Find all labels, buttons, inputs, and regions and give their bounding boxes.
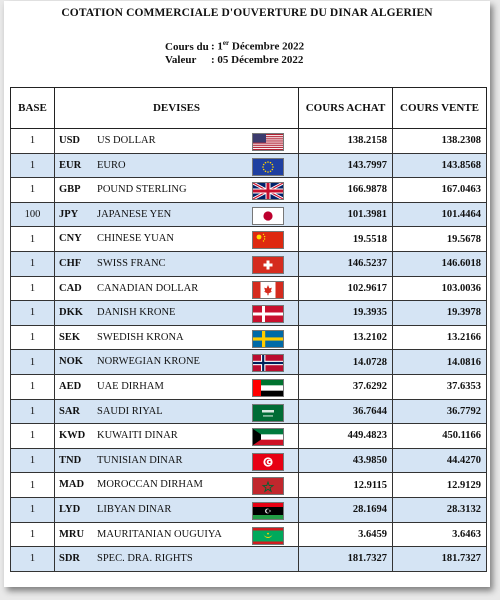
currency-cell bbox=[55, 350, 299, 375]
currency-cell-inner bbox=[59, 523, 298, 547]
table-row bbox=[11, 227, 487, 252]
norway-flag-icon bbox=[252, 354, 284, 372]
base-cell: 1 bbox=[11, 374, 55, 399]
table-row bbox=[11, 547, 487, 572]
currency-cell-inner bbox=[59, 400, 298, 424]
header-cours-vente: COURS VENTE bbox=[393, 88, 487, 129]
table-row bbox=[11, 276, 487, 301]
currency-cell bbox=[55, 399, 299, 424]
header-base: BASE bbox=[11, 88, 55, 129]
currency-cell-inner bbox=[59, 277, 298, 301]
currency-name: SWISS FRANC bbox=[97, 257, 166, 269]
china-flag-icon bbox=[252, 231, 284, 249]
canada-flag-icon bbox=[252, 281, 284, 299]
currency-cell-inner bbox=[59, 301, 298, 325]
table-header-row bbox=[11, 88, 487, 129]
document-sheet bbox=[4, 1, 490, 587]
table-row bbox=[11, 399, 487, 424]
cours-vente-cell: 28.3132 bbox=[393, 497, 487, 522]
table-row bbox=[11, 251, 487, 276]
currency-cell bbox=[55, 522, 299, 547]
currency-cell-inner bbox=[59, 178, 298, 202]
cours-vente-cell: 12.9129 bbox=[393, 473, 487, 498]
base-cell: 1 bbox=[11, 473, 55, 498]
cours-vente-cell: 19.5678 bbox=[393, 227, 487, 252]
cours-achat-cell: 19.5518 bbox=[299, 227, 393, 252]
cours-vente-cell: 36.7792 bbox=[393, 399, 487, 424]
currency-cell-inner bbox=[59, 473, 298, 497]
cours-vente-cell: 450.1166 bbox=[393, 424, 487, 449]
base-cell: 1 bbox=[11, 350, 55, 375]
switzerland-flag-icon bbox=[252, 256, 284, 274]
valeur-value: 05 Décembre 2022 bbox=[217, 53, 304, 66]
currency-cell-inner bbox=[59, 154, 298, 178]
currency-cell bbox=[55, 129, 299, 154]
cours-day: 1 bbox=[217, 40, 223, 53]
base-cell: 1 bbox=[11, 497, 55, 522]
currency-name: JAPANESE YEN bbox=[97, 208, 172, 220]
uae-flag-icon bbox=[252, 379, 284, 397]
cours-achat-cell: 138.2158 bbox=[299, 129, 393, 154]
currency-code: LYD bbox=[59, 503, 81, 515]
currency-name: UAE DIRHAM bbox=[97, 380, 164, 392]
currency-cell bbox=[55, 325, 299, 350]
base-cell: 1 bbox=[11, 153, 55, 178]
currency-code: JPY bbox=[59, 208, 79, 220]
table-row bbox=[11, 178, 487, 203]
cours-achat-cell: 43.9850 bbox=[299, 448, 393, 473]
cours-sup: er bbox=[222, 39, 230, 47]
currency-code: CNY bbox=[59, 233, 82, 245]
denmark-flag-icon bbox=[252, 305, 284, 323]
currency-cell-inner bbox=[59, 350, 298, 374]
currency-code: KWD bbox=[59, 430, 86, 442]
currency-code: GBP bbox=[59, 184, 81, 196]
base-cell: 1 bbox=[11, 448, 55, 473]
currency-cell-inner bbox=[59, 449, 298, 473]
currency-code: NOK bbox=[59, 356, 83, 368]
currency-name: EURO bbox=[97, 159, 126, 171]
valeur-line: Valeur : 05 Décembre 2022 bbox=[165, 53, 304, 66]
currency-cell-inner bbox=[59, 547, 298, 571]
cours-achat-cell: 166.9878 bbox=[299, 178, 393, 203]
cours-achat-cell: 28.1694 bbox=[299, 497, 393, 522]
table-row bbox=[11, 202, 487, 227]
base-cell: 1 bbox=[11, 522, 55, 547]
cours-achat-cell: 181.7327 bbox=[299, 547, 393, 572]
cours-vente-cell: 14.0816 bbox=[393, 350, 487, 375]
table-row bbox=[11, 325, 487, 350]
currency-name: MAURITANIAN OUGUIYA bbox=[97, 528, 222, 540]
cours-vente-cell: 37.6353 bbox=[393, 374, 487, 399]
japan-flag-icon bbox=[252, 207, 284, 225]
base-cell: 1 bbox=[11, 325, 55, 350]
currency-code: MRU bbox=[59, 528, 85, 540]
uk-flag-icon bbox=[252, 182, 284, 200]
cours-achat-cell: 14.0728 bbox=[299, 350, 393, 375]
date-block bbox=[165, 37, 304, 67]
cours-achat-cell: 19.3935 bbox=[299, 301, 393, 326]
currency-code: EUR bbox=[59, 159, 82, 171]
cours-achat-cell: 102.9617 bbox=[299, 276, 393, 301]
currency-code: SEK bbox=[59, 331, 81, 343]
cours-vente-cell: 44.4270 bbox=[393, 448, 487, 473]
currency-name: CHINESE YUAN bbox=[97, 233, 174, 245]
currency-cell bbox=[55, 251, 299, 276]
valeur-label: Valeur bbox=[165, 53, 197, 66]
currency-cell bbox=[55, 497, 299, 522]
header-cours-achat: COURS ACHAT bbox=[299, 88, 393, 129]
currency-cell bbox=[55, 153, 299, 178]
currency-cell bbox=[55, 178, 299, 203]
currency-cell-inner bbox=[59, 375, 298, 399]
cours-vente-cell: 143.8568 bbox=[393, 153, 487, 178]
cours-vente-cell: 101.4464 bbox=[393, 202, 487, 227]
base-cell: 1 bbox=[11, 276, 55, 301]
table-row bbox=[11, 448, 487, 473]
mauritania-flag-icon bbox=[252, 527, 284, 545]
cours-vente-cell: 167.0463 bbox=[393, 178, 487, 203]
currency-cell bbox=[55, 473, 299, 498]
base-cell: 1 bbox=[11, 547, 55, 572]
cours-achat-cell: 12.9115 bbox=[299, 473, 393, 498]
base-cell: 1 bbox=[11, 424, 55, 449]
base-cell: 1 bbox=[11, 301, 55, 326]
currency-code: TND bbox=[59, 454, 82, 466]
currency-code: MAD bbox=[59, 479, 85, 491]
currency-cell bbox=[55, 448, 299, 473]
cours-line: Cours du : 1er Décembre 2022 bbox=[165, 39, 305, 53]
cours-vente-cell: 19.3978 bbox=[393, 301, 487, 326]
currency-cell bbox=[55, 227, 299, 252]
table-row bbox=[11, 497, 487, 522]
currency-code: SDR bbox=[59, 553, 81, 565]
currency-name: US DOLLAR bbox=[97, 135, 156, 146]
currency-code: AED bbox=[59, 380, 82, 392]
cours-achat-cell: 36.7644 bbox=[299, 399, 393, 424]
cours-achat-cell: 13.2102 bbox=[299, 325, 393, 350]
currency-name: TUNISIAN DINAR bbox=[97, 454, 183, 466]
table-row bbox=[11, 129, 487, 154]
cours-vente-cell: 146.6018 bbox=[393, 251, 487, 276]
base-cell: 1 bbox=[11, 251, 55, 276]
currency-name: SAUDI RIYAL bbox=[97, 405, 163, 417]
currency-name: SPEC. DRA. RIGHTS bbox=[97, 553, 193, 565]
base-cell: 1 bbox=[11, 227, 55, 252]
cours-achat-cell: 101.3981 bbox=[299, 202, 393, 227]
base-cell: 1 bbox=[11, 129, 55, 154]
table-row bbox=[11, 473, 487, 498]
cours-vente-cell: 13.2166 bbox=[393, 325, 487, 350]
cours-achat-cell: 449.4823 bbox=[299, 424, 393, 449]
currency-cell-inner bbox=[59, 326, 298, 350]
currency-cell bbox=[55, 276, 299, 301]
libya-flag-icon bbox=[252, 502, 284, 520]
saudi-flag-icon bbox=[252, 404, 284, 422]
currency-code: CHF bbox=[59, 257, 82, 269]
currency-cell-inner bbox=[59, 227, 298, 251]
cours-date-rest: Décembre 2022 bbox=[231, 40, 305, 53]
currency-cell bbox=[55, 547, 299, 572]
cours-vente-cell: 181.7327 bbox=[393, 547, 487, 572]
currency-name: POUND STERLING bbox=[97, 184, 187, 196]
currency-cell-inner bbox=[59, 129, 298, 153]
base-cell: 100 bbox=[11, 202, 55, 227]
eu-flag-icon bbox=[252, 158, 284, 176]
document-title: COTATION COMMERCIALE D'OUVERTURE DU DINAR ALGERIEN bbox=[61, 7, 433, 19]
currency-name: NORWEGIAN KRONE bbox=[97, 356, 200, 368]
currency-cell bbox=[55, 301, 299, 326]
currency-name: CANADIAN DOLLAR bbox=[97, 282, 199, 294]
sweden-flag-icon bbox=[252, 330, 284, 348]
currency-cell-inner bbox=[59, 252, 298, 276]
currency-code: CAD bbox=[59, 282, 82, 294]
table-row bbox=[11, 153, 487, 178]
currency-cell-inner bbox=[59, 203, 298, 227]
currency-cell bbox=[55, 374, 299, 399]
header-devises: DEVISES bbox=[55, 88, 299, 129]
currency-name: MOROCCAN DIRHAM bbox=[97, 479, 203, 491]
table-row bbox=[11, 374, 487, 399]
table-row bbox=[11, 350, 487, 375]
table-row bbox=[11, 301, 487, 326]
currency-cell-inner bbox=[59, 498, 298, 522]
currency-cell bbox=[55, 202, 299, 227]
currency-name: KUWAITI DINAR bbox=[97, 430, 178, 442]
cours-vente-cell: 103.0036 bbox=[393, 276, 487, 301]
cours-achat-cell: 37.6292 bbox=[299, 374, 393, 399]
cours-achat-cell: 143.7997 bbox=[299, 153, 393, 178]
tunisia-flag-icon bbox=[252, 453, 284, 471]
kuwait-flag-icon bbox=[252, 428, 284, 446]
cours-vente-cell: 138.2308 bbox=[393, 129, 487, 154]
currency-cell-inner bbox=[59, 424, 298, 448]
table-row bbox=[11, 522, 487, 547]
usa-flag-icon bbox=[252, 133, 284, 151]
base-cell: 1 bbox=[11, 178, 55, 203]
currency-code: DKK bbox=[59, 307, 83, 319]
cours-achat-cell: 146.5237 bbox=[299, 251, 393, 276]
table-row bbox=[11, 424, 487, 449]
currency-name: LIBYAN DINAR bbox=[97, 503, 172, 515]
cours-achat-cell: 3.6459 bbox=[299, 522, 393, 547]
base-cell: 1 bbox=[11, 399, 55, 424]
exchange-rate-table bbox=[10, 87, 487, 572]
currency-name: DANISH KRONE bbox=[97, 307, 176, 319]
currency-code: SAR bbox=[59, 405, 81, 417]
currency-code: USD bbox=[59, 135, 81, 146]
cours-label: Cours du bbox=[165, 40, 209, 53]
morocco-flag-icon bbox=[252, 477, 284, 495]
currency-cell bbox=[55, 424, 299, 449]
cours-vente-cell: 3.6463 bbox=[393, 522, 487, 547]
currency-name: SWEDISH KRONA bbox=[97, 331, 184, 343]
